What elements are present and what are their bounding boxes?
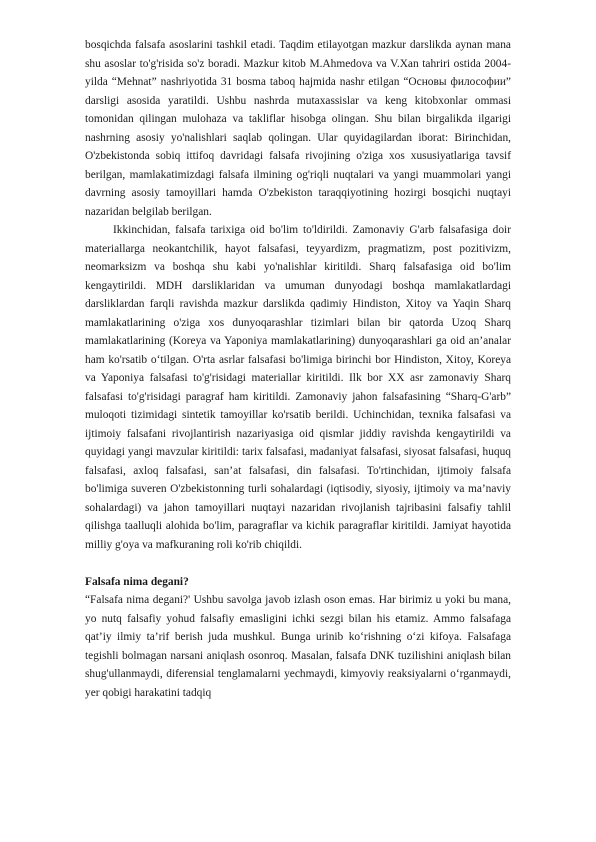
document-page [85,36,511,702]
section-heading: Falsafa nima degani? [85,575,189,588]
paragraph-2: Ikkinchidan, falsafa tarixiga oid bo'lim to'ldirildi. Zamonaviy G'arb falsafasiga doir materiallarga neokantchilik, hayot falsafasi, teyyardizm, pragmatizm, post pozitivizm, neomarksizm va boshqa shu kabi yo'nalishlar kiritildi. Sharq falsafasiga oid bo'lim kengaytirildi. MDH darsliklaridan va umuman dunyodagi boshqa mamlakatlardagi darsliklardan farqli ravishda mazkur darslikda qadimiy Hindiston, Xitoy va Yaqin Sharq mamlakatlarining o'ziga xos dunyoqarashlar tizimlari bilan bir qatorda Uzoq Sharq mamlakatlarining (Koreya va Yaponiya mamlakatlarining) dunyoqarashlari ga oid an’analar ham ko'rsatib o‘tilgan. O'rta asrlar falsafasi bo'limiga birinchi bor Hindiston, Xitoy, Koreya va Yaponiya falsafasi to'g'risidagi materiallar kiritildi. Ilk bor XX asr zamonaviy Sharq falsafasi to'g'risidagi paragraf ham kiritildi. Zamonaviy jahon falsafasining “Sharq-G'arb” muloqoti tizimidagi sintetik tamoyillar ko'rsatib berildi. Uchinchidan, texnika falsafasi va ijtimoiy falsafani rivojlantirish nazariyasiga oid qismlar jiddiy ravishda kengaytirildi va quyidagi yangi mavzular kiritildi: tarix falsafasi, madaniyat falsafasi, siyosat falsafasi, huquq falsafasi, axloq falsafasi, san’at falsafasi, din falsafasi. To'rtinchidan, ijtimoiy falsafa bo'limiga suveren O'zbekistonning turli sohalardagi (iqtisodiy, siyosiy, ijtimoiy va ma’naviy sohalardagi) va jahon tamoyillari nuqtayi nazaridan rivojlanish tajribasini falsafiy tahlil qilishga taalluqli alohida bo'lim, paragraflar va kichik paragraflar kiritildi. Jamiyat hayotida milliy g'oya va mafkuraning roli ko'rib chiqildi. [85,224,511,551]
paragraph-1: bosqichda falsafa asoslarini tashkil etadi. Taqdim etilayotgan mazkur darslikda aynan mana shu asoslar to'g'risida so'z boradi. Mazkur kitob M.Ahmedova va V.Xan tahriri ostida 2004-yilda “Mehnat” nashriyotida 31 bosma taboq hajmida nashr etilgan “Основы философии” darsligi asosida yaratildi. Ushbu nashrda mutaxassislar va keng kitobxonlar ommasi tomonidan qilingan mulohaza va takliflar hisobga olingan. Shu bilan birgalikda ilgarigi nashrning asosiy yo'nalishlari saqlab qolingan. Ular quyidagilardan iborat: Birinchidan, O'zbekistonda sobiq ittifoq davridagi falsafa rivojining o'ziga xos xususiyatlariga tavsif berilgan, mamlakatimizdagi falsafa ilmining og'riqli nuqtalari va yangi muammolari yangi davrning asosiy tamoyillari hamda O'zbekiston taraqqiyotining hozirgi bosqichi nuqtayi nazaridan belgilab berilgan. [85,39,511,218]
paragraph-3: “Falsafa nima degani?' Ushbu savolga javob izlash oson emas. Har birimiz u yoki bu mana, yo nutq falsafiy yohud falsafiy emasligini ichki sezgi bilan his etamiz. Ammo falsafaga qat’iy ilmiy ta’rif berish juda mushkul. Bunga urinib ko‘rishning o‘zi kifoya. Falsafaga tegishli bolmagan narsani aniqlash osonroq. Masalan, falsafa DNK tuzilishini aniqlash bilan shug'ullanmaydi, diferensial tenglamalarni yechmaydi, kimyoviy reaksiyalarni o‘rganmaydi, yer qobigi harakatini tadqiq [85,594,511,699]
section-spacer [85,554,511,573]
